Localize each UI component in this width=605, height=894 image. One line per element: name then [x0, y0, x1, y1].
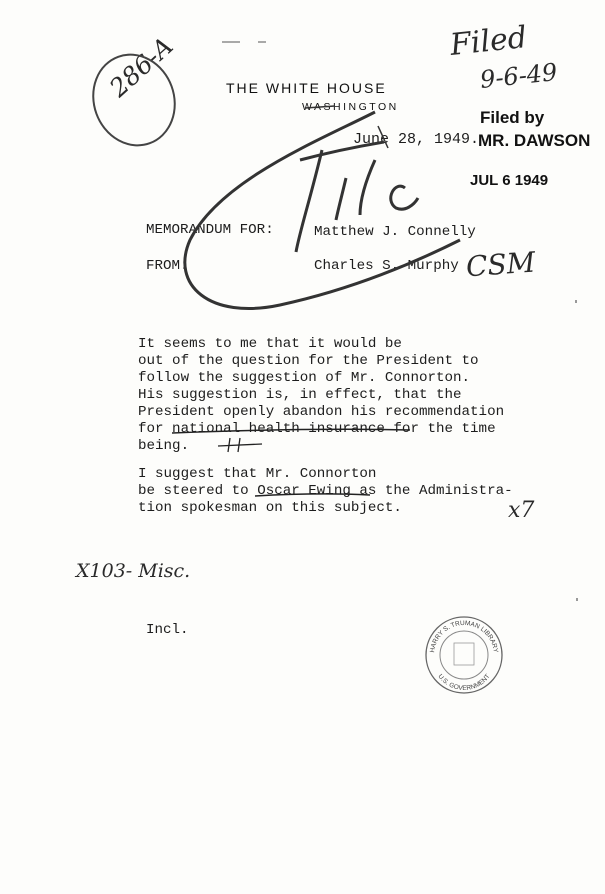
author-initials: CSM [464, 245, 537, 284]
memo-from-label: FROM: [146, 258, 189, 274]
paragraph2-line: tion spokesman on this subject. [138, 500, 402, 516]
paragraph1-line: follow the suggestion of Mr. Connorton. [138, 370, 471, 386]
memo-to-value: Matthew J. Connelly [314, 224, 476, 240]
paragraph1-line: out of the question for the President to [138, 353, 479, 369]
paragraph2-line: be steered to Oscar Ewing as the Administra- [138, 483, 513, 499]
letterhead-city: WASHINGTON [302, 101, 399, 113]
paragraph1-line: It seems to me that it would be [138, 336, 402, 352]
paragraph1-line: being. [138, 438, 190, 454]
library-seal [426, 617, 502, 693]
seal-bottom-text: U.S. GOVERNMENT [436, 673, 492, 693]
memo-date: June 28, 1949. [353, 131, 480, 148]
filed-by-stamp-line1: Filed by [480, 108, 545, 127]
routing-note: X103- Misc. [76, 560, 191, 582]
enclosure-note: Incl. [146, 622, 189, 638]
seal-top-text: HARRY S. TRUMAN LIBRARY [429, 619, 499, 654]
paragraph2-line: I suggest that Mr. Connorton [138, 466, 377, 482]
file-number-handwritten: 286-A [104, 31, 179, 103]
filed-by-stamp-line2: MR. DAWSON [478, 131, 591, 150]
filed-handwritten: Filed [448, 20, 529, 63]
paragraph1-line: President openly abandon his recommendation [138, 404, 505, 420]
paragraph1-line: His suggestion is, in effect, that the [138, 387, 462, 403]
filed-date-handwritten: 9-6-49 [478, 58, 559, 94]
svg-text:U.S. GOVERNMENT [436, 673, 491, 692]
memo-from-value: Charles S. Murphy [314, 258, 459, 274]
paragraph1-line: for national health insurance for the time [138, 421, 496, 437]
memo-to-label: MEMORANDUM FOR: [146, 222, 274, 238]
letterhead-title: THE WHITE HOUSE [226, 80, 387, 96]
received-date-stamp: JUL 6 1949 [470, 172, 549, 189]
margin-mark: x7 [508, 498, 535, 523]
svg-text:HARRY S. TRUMAN LIBRARY [429, 620, 499, 654]
